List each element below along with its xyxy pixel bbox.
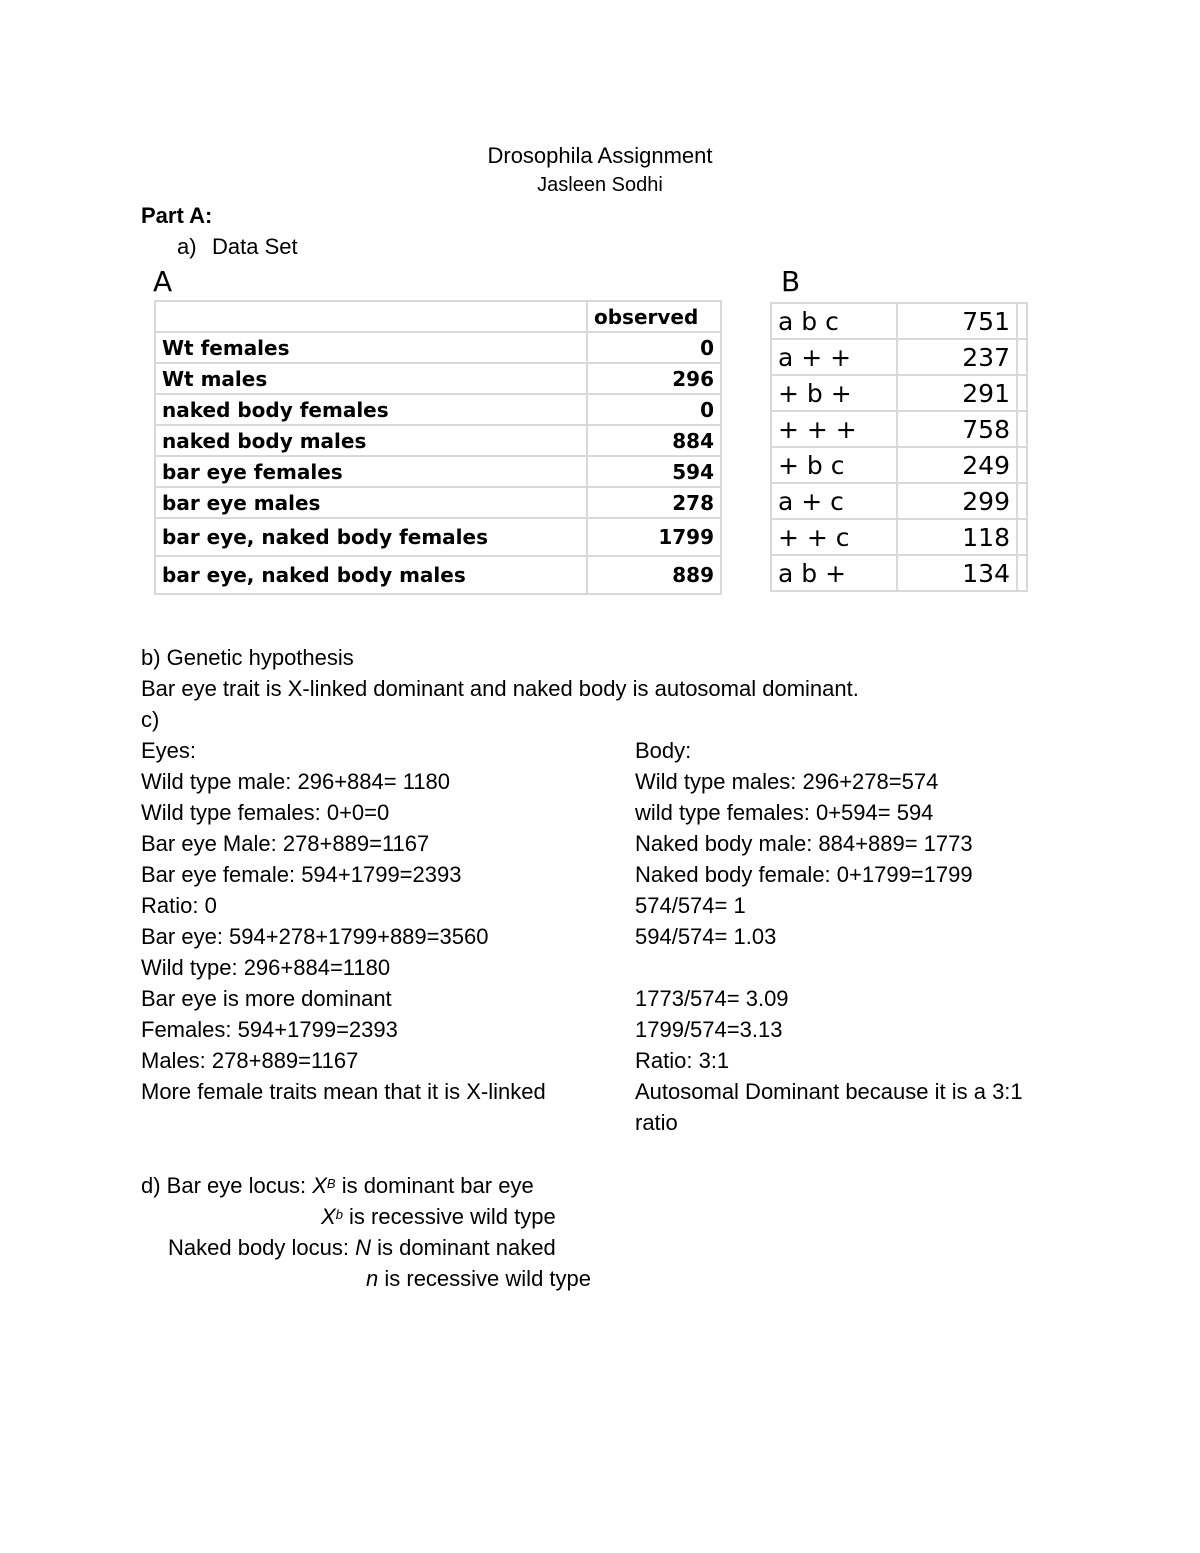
eyes-line: Wild type females: 0+0=0 [141, 800, 390, 825]
part-d-line-4 [366, 1263, 591, 1294]
table-pad-cell [1017, 555, 1027, 591]
table-pad-cell [1017, 483, 1027, 519]
allele-description: is dominant bar eye [341, 1173, 534, 1198]
eyes-line: Ratio: 0 [141, 893, 217, 918]
table-row [155, 456, 721, 487]
genotype-cell: a b c [771, 303, 897, 339]
table-pad-cell [1017, 447, 1027, 483]
eyes-line: Bar eye female: 594+1799=2393 [141, 862, 462, 887]
table-row [155, 487, 721, 518]
count-cell: 291 [897, 375, 1017, 411]
count-cell: 751 [897, 303, 1017, 339]
genotype-cell: a + c [771, 483, 897, 519]
row-label: bar eye males [155, 487, 587, 518]
part-d-prefix: d) Bar eye locus: [141, 1173, 307, 1198]
eyes-line: Females: 594+1799=2393 [141, 1017, 398, 1042]
table-pad-cell [1017, 375, 1027, 411]
allele-superscript: B [326, 1176, 336, 1191]
allele-symbol: X [312, 1173, 327, 1198]
table-row [771, 303, 1027, 339]
allele-symbol: N [355, 1235, 372, 1260]
eyes-line: Bar eye is more dominant [141, 986, 392, 1011]
eyes-line: Bar eye Male: 278+889=1167 [141, 831, 430, 856]
genotype-cell: + + + [771, 411, 897, 447]
part-d-line-2 [321, 1201, 556, 1232]
genotype-cell: + + c [771, 519, 897, 555]
table-header-blank [155, 301, 587, 332]
observed-table [154, 300, 722, 595]
hypothesis-text: Bar eye trait is X-linked dominant and naked body is autosomal dominant. [141, 676, 859, 701]
table-row [771, 483, 1027, 519]
row-label: Wt males [155, 363, 587, 394]
table-pad-cell [1017, 303, 1027, 339]
count-cell: 237 [897, 339, 1017, 375]
table-row [771, 555, 1027, 591]
table-row [771, 375, 1027, 411]
allele-superscript: b [335, 1207, 343, 1222]
eyes-line: Wild type male: 296+884= 1180 [141, 769, 451, 794]
genotype-cell: a b + [771, 555, 897, 591]
table-row [771, 519, 1027, 555]
row-value: 884 [587, 425, 721, 456]
genotype-table [770, 302, 1028, 592]
allele-symbol: X [321, 1204, 336, 1229]
count-cell: 118 [897, 519, 1017, 555]
row-value: 889 [587, 556, 721, 594]
table-row [155, 518, 721, 556]
count-cell: 249 [897, 447, 1017, 483]
body-line-blank [635, 952, 1023, 983]
eyes-line: Eyes: [141, 738, 197, 763]
eyes-line: Bar eye: 594+278+1799+889=3560 [141, 924, 489, 949]
genotype-cell: + b + [771, 375, 897, 411]
row-value: 0 [587, 332, 721, 363]
body-line: ratio [635, 1110, 678, 1135]
count-cell: 299 [897, 483, 1017, 519]
row-value: 278 [587, 487, 721, 518]
table-row [771, 339, 1027, 375]
table-pad-cell [1017, 411, 1027, 447]
body-line: 1799/574=3.13 [635, 1017, 783, 1042]
row-label: naked body males [155, 425, 587, 456]
body-line: Wild type males: 296+278=574 [635, 769, 939, 794]
allele-symbol: n [366, 1266, 379, 1291]
row-value: 296 [587, 363, 721, 394]
observed-header: observed [587, 301, 721, 332]
table-row [155, 332, 721, 363]
count-cell: 134 [897, 555, 1017, 591]
row-label: bar eye, naked body females [155, 518, 587, 556]
part-a-item-text: Data Set [212, 234, 298, 259]
body-line: Naked body male: 884+889= 1773 [635, 831, 973, 856]
table-a-label: A [153, 265, 173, 298]
body-calculations [635, 735, 1023, 1138]
row-label: bar eye females [155, 456, 587, 487]
table-row [771, 447, 1027, 483]
table-b-label: B [781, 265, 801, 298]
eyes-line: Wild type: 296+884=1180 [141, 955, 391, 980]
part-a-item-label: a) [177, 234, 197, 259]
table-pad-cell [1017, 519, 1027, 555]
eyes-line: More female traits mean that it is X-linked [141, 1079, 546, 1104]
part-d-line-1 [141, 1170, 534, 1201]
genotype-cell: a + + [771, 339, 897, 375]
part-a-heading: Part A: [141, 203, 213, 228]
body-line: 1773/574= 3.09 [635, 986, 789, 1011]
part-d-line-3 [168, 1232, 556, 1263]
body-line: 594/574= 1.03 [635, 924, 777, 949]
row-value: 594 [587, 456, 721, 487]
table-pad-cell [1017, 339, 1027, 375]
allele-description: is dominant naked [377, 1235, 556, 1260]
table-row [155, 556, 721, 594]
table-row [155, 363, 721, 394]
author-name: Jasleen Sodhi [537, 174, 663, 196]
row-label: Wt females [155, 332, 587, 363]
row-value: 0 [587, 394, 721, 425]
allele-description: is recessive wild type [384, 1266, 592, 1291]
naked-locus-prefix: Naked body locus: [168, 1235, 349, 1260]
eyes-line: Males: 278+889=1167 [141, 1048, 359, 1073]
body-line: Ratio: 3:1 [635, 1048, 730, 1073]
row-value: 1799 [587, 518, 721, 556]
row-label: naked body females [155, 394, 587, 425]
body-line: wild type females: 0+594= 594 [635, 800, 934, 825]
body-line: Naked body female: 0+1799=1799 [635, 862, 973, 887]
allele-description: is recessive wild type [349, 1204, 556, 1229]
count-cell: 758 [897, 411, 1017, 447]
body-line: 574/574= 1 [635, 893, 746, 918]
table-row [155, 425, 721, 456]
body-line: Body: [635, 738, 692, 763]
document-title: Drosophila Assignment [487, 143, 713, 168]
genotype-cell: + b c [771, 447, 897, 483]
row-label: bar eye, naked body males [155, 556, 587, 594]
table-header-row [155, 301, 721, 332]
body-line: Autosomal Dominant because it is a 3:1 [635, 1079, 1023, 1104]
part-b-heading: b) Genetic hypothesis [141, 645, 354, 670]
table-row [155, 394, 721, 425]
table-row [771, 411, 1027, 447]
part-c-heading: c) [141, 707, 160, 732]
eyes-calculations [141, 735, 546, 1107]
